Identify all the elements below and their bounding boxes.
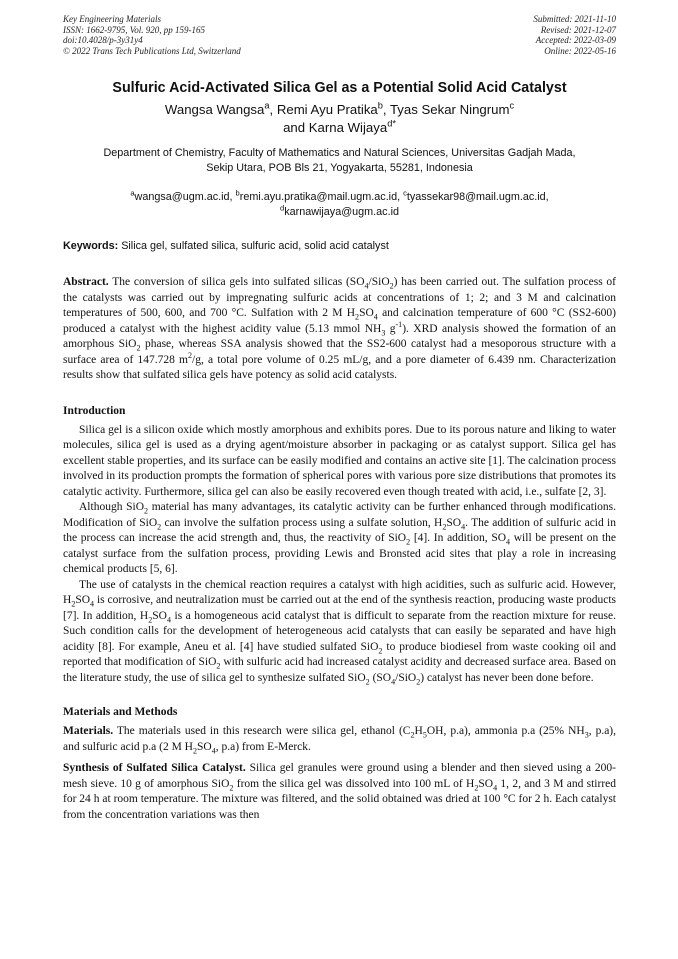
text-run: 4 — [461, 521, 466, 531]
author-affil-mark: b — [377, 100, 383, 111]
paper-title: Sulfuric Acid-Activated Silica Gel as a Potential Solid Acid Catalyst — [112, 80, 567, 96]
text-run: H — [414, 725, 423, 737]
text-run: 2 — [144, 506, 149, 516]
paragraph-synthesis — [63, 761, 616, 823]
text-run: 2 — [355, 312, 360, 322]
author-conjunction: and — [283, 120, 309, 135]
text-run: 5 — [422, 730, 427, 740]
text-run: /SiO — [368, 276, 390, 288]
email-link[interactable]: wangsa@ugm.ac.id, — [134, 191, 236, 203]
email-link[interactable]: tyassekar98@mail.ugm.ac.id, — [406, 191, 549, 203]
text-run: ). XRD analysis showed the formation of an amorphous SiO — [63, 322, 616, 350]
text-run: phase, whereas SSA analysis showed that the SS2-600 catalyst had a mesoporous structure with a surface area of 147.728 m — [63, 338, 616, 366]
text-run: can involve the sulfation process using a sulfate solution, H — [161, 516, 443, 529]
abstract — [63, 275, 616, 384]
text-run: 4 — [211, 745, 216, 755]
text-run: 2 — [157, 521, 162, 531]
text-run: The conversion of silica gels into sulfated silicas (SO — [108, 276, 365, 288]
text-run: The use of catalysts in the chemical reaction requires a catalyst with high acidities, such as sulfuric acid. However, H — [63, 578, 616, 606]
text-run: 2 — [416, 676, 421, 686]
text-run: material has many advantages, its catalytic activity can be further enhanced through modifications. Modification of SiO — [63, 501, 616, 529]
separator: , — [269, 102, 277, 117]
text-run: 2 — [136, 343, 141, 353]
text-run: 2 — [188, 350, 193, 360]
text-run: 4 — [506, 537, 511, 547]
keywords-text: Silica gel, sulfated silica, sulfuric acid, solid acid catalyst — [118, 240, 389, 252]
text-run: is a homogeneous acid catalyst that is difficult to separate from the reaction mixture for reuse. Such condition calls for the development of heterogeneous acid catalysts that can easily be separated and have high acidity [8]. For example, Aneu et al. [4] have studied sulfated SiO — [63, 609, 617, 653]
journal-name: Key Engineering Materials — [63, 14, 161, 24]
email-mark: c — [403, 188, 407, 198]
text-run: 4 — [373, 312, 378, 322]
author-affil-mark: d* — [387, 118, 396, 129]
journal-info — [63, 14, 241, 56]
text-run: to produce biodiesel from waste cooking oil and reported that modification of SiO — [63, 640, 616, 668]
separator: , — [382, 102, 390, 117]
email-line — [63, 205, 616, 220]
materials-label: Materials. — [63, 725, 114, 737]
text-run: -1 — [395, 319, 403, 329]
text-run: SO — [75, 594, 91, 606]
author-affil-mark: c — [509, 100, 515, 111]
text-run: (SO — [369, 671, 392, 684]
text-run: , p.a) from E-Merck. — [215, 740, 311, 753]
author-name: Karna Wijaya — [308, 120, 388, 135]
abstract-label: Abstract. — [63, 276, 109, 288]
date-revised: Revised: 2021-12-07 — [540, 24, 616, 35]
section-heading-materials-methods: Materials and Methods — [63, 706, 178, 718]
author-list — [63, 101, 616, 137]
date-online: Online: 2022-05-16 — [544, 45, 616, 56]
journal-doi: doi:10.4028/p-3y31y4 — [63, 35, 143, 45]
author-affil-mark: a — [264, 100, 270, 111]
text-run: 2 — [365, 676, 370, 686]
text-run: and calcination temperature of 600 °C (SS2-600) produced a catalyst with the highest acidity value (5.13 mmol NH — [63, 307, 616, 335]
paragraph-materials — [63, 724, 616, 755]
text-run: ) catalyst has never been done before. — [420, 671, 594, 684]
text-run: 2 — [474, 782, 479, 792]
text-run: /g, a total pore volume of 0.25 mL/g, and a pore diameter of 6.439 nm. Characterization results show that sulfated silica gels have potency as solid acid catalysts. — [63, 353, 616, 381]
text-run: 2 — [71, 599, 76, 609]
text-run: SO — [478, 777, 494, 790]
paragraph — [63, 578, 616, 687]
text-run: [4]. In addition, SO — [410, 532, 507, 544]
text-run: ) has been carried out. The sulfation process of the catalysts was carried out by impregnating sulfuric acids at concentrations of 1; 2; and 3 M and calcination temperatures of 500, 600, and 700 °C. Sulfation with 2 M H — [63, 276, 616, 319]
text-run: 4 — [166, 614, 171, 624]
text-run: . The addition of sulfuric acid in the process can increase the acid strength and, thus, the reactivity of SiO — [63, 516, 617, 544]
text-run: /SiO — [395, 671, 417, 684]
text-run: SO — [152, 609, 167, 622]
keywords — [63, 240, 616, 252]
text-run: 2 — [192, 745, 198, 755]
author-line-1 — [63, 101, 616, 119]
text-run: OH, p.a), ammonia p.a (25% NH — [426, 725, 585, 737]
email-mark: d — [280, 203, 285, 213]
text-run: 2 — [410, 730, 415, 740]
text-run: with sulfuric acid had increased catalyst acidity and decreased surface area. Based on the literature study, the use of silica gel to synthesize sulfated SiO — [63, 656, 616, 684]
date-submitted: Submitted: 2021-11-10 — [533, 14, 616, 24]
email-link[interactable]: remi.ayu.pratika@mail.ugm.ac.id, — [239, 191, 404, 203]
text-run: 2 — [442, 521, 447, 531]
author-name: Remi Ayu Pratika — [276, 102, 378, 117]
email-link[interactable]: karnawijaya@ugm.ac.id — [284, 206, 399, 218]
text-run: 4 — [364, 281, 369, 291]
synthesis-label: Synthesis of Sulfated Silica Catalyst. — [63, 762, 246, 774]
journal-copyright: © 2022 Trans Tech Publications Ltd, Switzerland — [63, 45, 241, 56]
text-run: 4 — [90, 599, 95, 609]
text-run: 2 — [389, 281, 394, 291]
email-mark: a — [130, 188, 135, 198]
date-accepted: Accepted: 2022-03-09 — [535, 35, 616, 45]
text-run: will be present on the catalyst surface from the sulfation process, providing Lewis and Bronsted acid sites that play a role in increasing chemical products [5, 6]. — [63, 532, 616, 575]
text-run: SO — [197, 740, 212, 753]
paragraph — [63, 500, 616, 578]
keywords-label: Keywords: — [63, 240, 119, 252]
section-heading-introduction: Introduction — [63, 404, 126, 417]
text-run: Silica gel granules were ground using a blender and then sieved using a 200-mesh sieve. 10 g of amorphous SiO — [63, 762, 616, 790]
text-run: SO — [446, 516, 462, 529]
text-run: is corrosive, and neutralization must be carried out at the end of the synthesis reaction, producing waste products [7]. In addition, H — [63, 594, 616, 622]
submission-dates — [533, 14, 616, 56]
text-run: from the silica gel was dissolved into 100 mL of H — [233, 777, 475, 790]
text-run: 2 — [229, 782, 234, 792]
affiliation — [63, 146, 616, 176]
text-run: SO — [359, 307, 374, 319]
author-emails — [63, 190, 616, 220]
journal-issn: ISSN: 1662-9795, Vol. 920, pp 159-165 — [63, 24, 205, 35]
text-run: 3 — [584, 730, 589, 740]
text-run: 2 — [148, 614, 153, 624]
text-run: 4 — [493, 782, 498, 792]
email-mark: b — [235, 188, 240, 198]
text-run: 3 — [381, 327, 386, 337]
affiliation-line: Sekip Utara, POB Bls 21, Yogyakarta, 55281, Indonesia — [206, 162, 473, 174]
materials-methods-section — [63, 724, 616, 823]
email-line — [63, 190, 616, 205]
journal-header — [63, 14, 616, 56]
introduction-section — [63, 423, 616, 687]
text-run: 2 — [216, 661, 221, 671]
author-name: Wangsa Wangsa — [164, 102, 265, 117]
author-name: Tyas Sekar Ningrum — [389, 102, 510, 117]
text-run: g — [385, 322, 396, 335]
text-run: 2 — [406, 537, 411, 547]
affiliation-line: Department of Chemistry, Faculty of Mathematics and Natural Sciences, Universitas Gadjah Mada, — [103, 147, 576, 159]
text-run: Although SiO — [79, 501, 145, 513]
text-run: The materials used in this research were silica gel, ethanol (C — [113, 725, 411, 737]
text-run: 2 — [378, 645, 383, 655]
text-run: 4 — [391, 676, 396, 686]
author-line-2 — [63, 119, 616, 137]
paragraph: Silica gel is a silicon oxide which mostly amorphous and exhibits pores. Due to its porous nature and liking to water molecules, silica gel is used as a drying agent/moisture absorber in packaging or as catalyst support. Silica gel has excellent stable properties, and its surface can be easily modified and contains an active site [1]. The calcination process involved in its production prompts the formation of spherical pores with various pore size distributions that promotes its catalytic activity. Furthermore, silica gel can also be easily recovered even though treated with acid, i.e., sulfate [2, 3]. — [63, 423, 616, 498]
text-run: , p.a), and sulfuric acid p.a (2 M H — [63, 725, 616, 753]
text-run: 1, 2, and 3 M and stirred for 24 h at room temperature. The mixture was filtered, and the solid obtained was dried at 100 °C for 2 h. Each catalyst from the concentration variations was then — [63, 777, 617, 821]
